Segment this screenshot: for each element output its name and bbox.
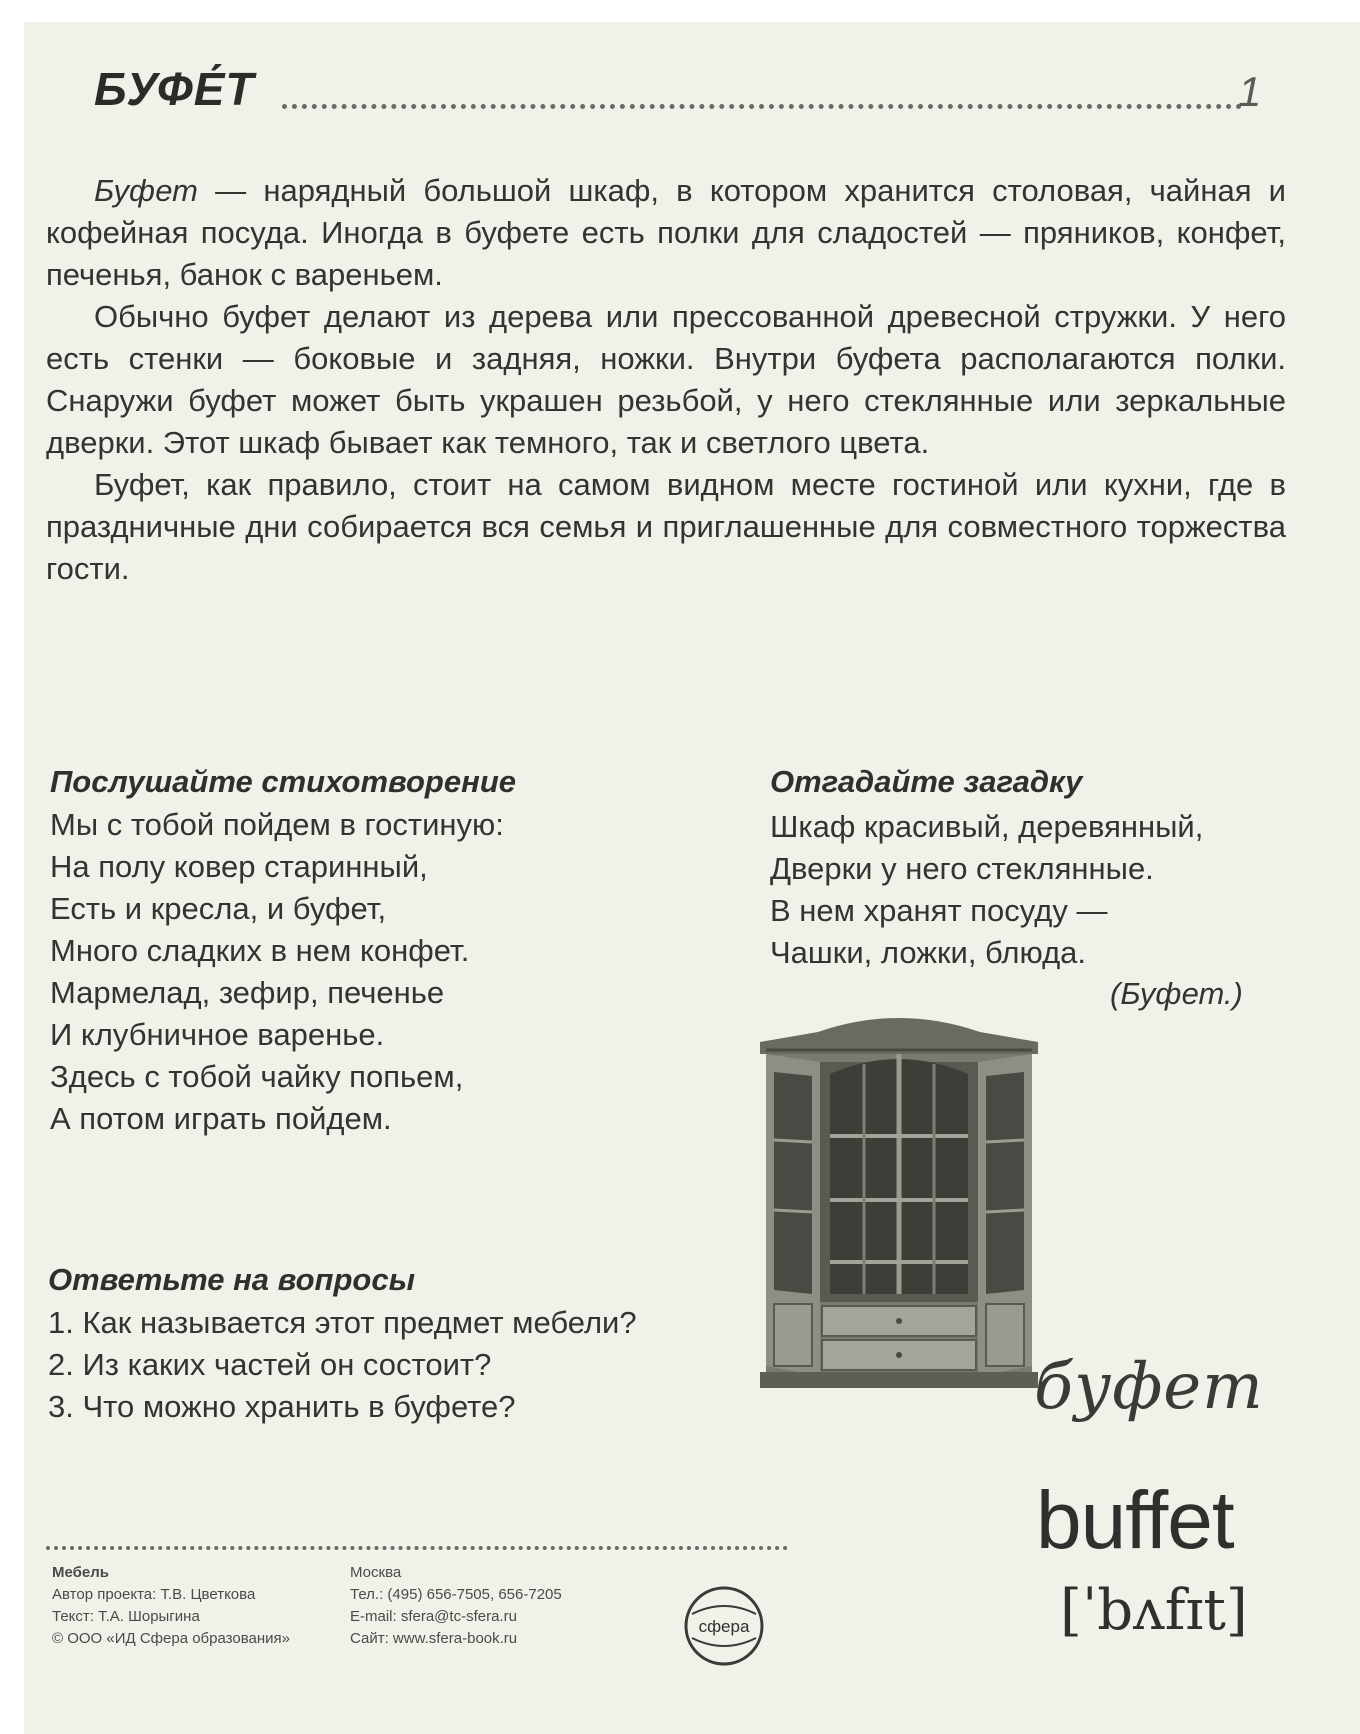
riddle-line: Чашки, ложки, блюда. [770,935,1087,970]
poem-line: И клубничное варенье. [50,1017,385,1052]
word-handwritten: буфет [1034,1350,1264,1424]
question-item: 1. Как называется этот предмет мебели? [48,1305,637,1340]
intro-paragraph-1 [46,170,1286,296]
footer-site: Сайт: www.sfera-book.ru [350,1630,518,1647]
riddle-lines [770,806,1203,974]
cabinet-image [758,1010,1040,1422]
footer-email: E-mail: sfera@tc-sfera.ru [350,1608,517,1625]
word-english: buffet [1036,1475,1234,1566]
intro-paragraph-3: Буфет, как правило, стоит на самом видном месте гостиной или кухни, где в праздничные дни собирается вся семья и приглашенные для совместного торжества гости. [46,467,1286,586]
questions-heading: Ответьте на вопросы [48,1262,416,1297]
footer-city: Москва [350,1564,402,1581]
riddle-line: В нем хранят посуду — [770,893,1108,928]
poem-line: А потом играть пойдем. [50,1101,392,1136]
questions-list [48,1302,637,1428]
intro-term: Буфет [94,173,198,208]
intro-paragraph-1-rest: — нарядный большой шкаф, в котором хранится столовая, чайная и кофейная посуда. Иногда в буфете есть полки для сладостей — пряников, конфет, печенья, банок с вареньем. [46,173,1286,292]
footer-phone: Тел.: (495) 656-7505, 656-7205 [350,1586,562,1603]
poem-line: Много сладких в нем конфет. [50,933,470,968]
question-item: 3. Что можно хранить в буфете? [48,1389,516,1424]
word-transcription: [ˈbʌfɪt] [1060,1578,1248,1643]
footer-credits [52,1562,290,1650]
riddle-answer: (Буфет.) [1110,976,1243,1011]
sfera-logo-text: сфера [698,1617,750,1636]
riddle-line: Шкаф красивый, деревянный, [770,809,1204,844]
poem-line: Здесь с тобой чайку попьем, [50,1059,464,1094]
footer-text-author: Текст: Т.А. Шорыгина [52,1608,200,1625]
footer-dotted-line [46,1546,788,1550]
title-dotted-leader [282,104,1242,109]
footer-series: Мебель [52,1564,109,1581]
question-item: 2. Из каких частей он состоит? [48,1347,492,1382]
riddle-heading: Отгадайте загадку [770,764,1083,799]
poem-line: Мы с тобой пойдем в гостиную: [50,807,504,842]
intro-paragraph-2: Обычно буфет делают из дерева или прессованной древесной стружки. У него есть стенки — боковые и задняя, ножки. Внутри буфета располагаются полки. Снаружи буфет может быть украшен резьбой, у него стеклянные или зеркальные дверки. Этот шкаф бывает как темного, так и светлого цвета. [46,299,1286,460]
poem-heading: Послушайте стихотворение [50,764,517,799]
poem-lines [50,804,504,1140]
page-number: 1 [1238,68,1262,115]
page-title: БУФЕ́Т [94,63,255,115]
footer-contacts [350,1562,562,1650]
riddle-line: Дверки у него стеклянные. [770,851,1154,886]
intro-text [46,170,1286,590]
footer-author: Автор проекта: Т.В. Цветкова [52,1586,256,1603]
poem-line: Мармелад, зефир, печенье [50,975,445,1010]
poem-line: На полу ковер старинный, [50,849,428,884]
poem-line: Есть и кресла, и буфет, [50,891,387,926]
sfera-logo-icon [682,1584,766,1668]
footer-copyright: © ООО «ИД Сфера образования» [52,1630,290,1647]
